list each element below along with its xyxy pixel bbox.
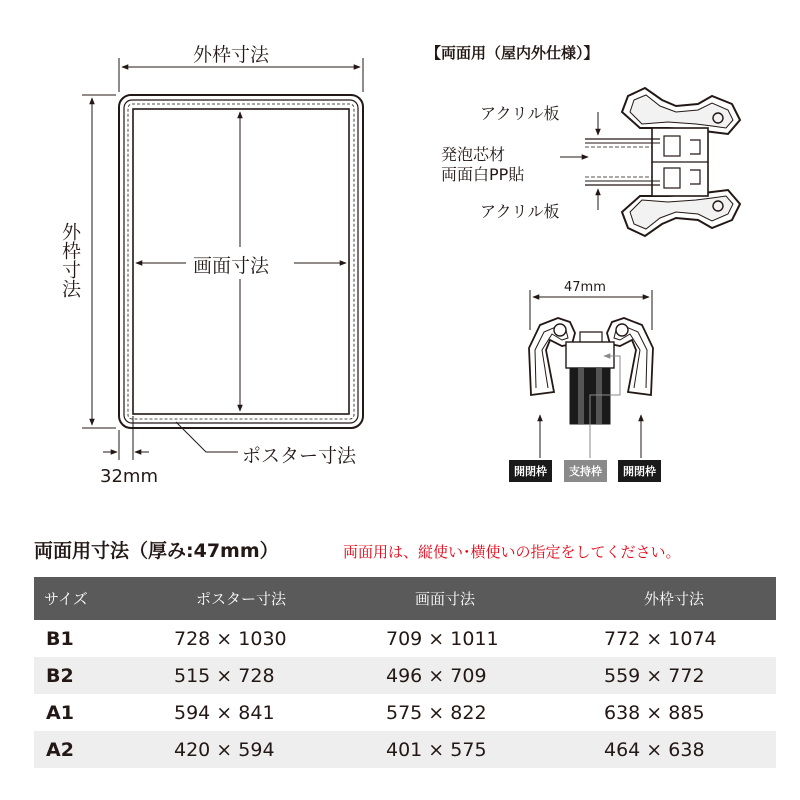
header-screen: 画面寸法 bbox=[415, 590, 476, 608]
opening-frame-tag-left: 開閉枠 bbox=[509, 460, 552, 482]
poster-cell: 515 × 728 bbox=[174, 664, 275, 687]
opening-frame-tag-right: 開閉枠 bbox=[618, 460, 661, 482]
poster-cell: 594 × 841 bbox=[174, 701, 275, 724]
poster-size-label: ポスター寸法 bbox=[242, 445, 357, 467]
outer-cell: 464 × 638 bbox=[604, 738, 705, 761]
orientation-note: 両面用は、縦使い･横使いの指定をしてください。 bbox=[343, 543, 681, 561]
header-poster: ポスター寸法 bbox=[196, 590, 287, 608]
outer-cell: 638 × 885 bbox=[604, 701, 705, 724]
acrylic-top-label: アクリル板 bbox=[480, 104, 560, 123]
support-frame-tag: 支持枠 bbox=[564, 460, 607, 482]
outer-cell: 772 × 1074 bbox=[604, 627, 717, 650]
size-cell: A2 bbox=[46, 738, 74, 761]
outer-width-label: 外枠寸法 bbox=[193, 44, 270, 66]
pp-sheet-label: 両面白PP貼 bbox=[441, 165, 525, 184]
size-cell: B1 bbox=[46, 627, 74, 650]
frame-width-label: 32mm bbox=[100, 466, 158, 487]
header-outer: 外枠寸法 bbox=[644, 590, 705, 608]
table-row bbox=[34, 620, 776, 657]
table-title: 両面用寸法（厚み:47mm） bbox=[34, 540, 279, 562]
foam-core-label: 発泡芯材 bbox=[441, 145, 506, 164]
screen-cell: 709 × 1011 bbox=[386, 627, 499, 650]
size-table bbox=[34, 577, 776, 768]
outer-height-label: 外枠寸法 bbox=[59, 222, 81, 298]
acrylic-bottom-label: アクリル板 bbox=[480, 202, 560, 221]
poster-cell: 420 × 594 bbox=[174, 738, 275, 761]
screen-cell: 575 × 822 bbox=[386, 701, 487, 724]
poster-cell: 728 × 1030 bbox=[174, 627, 287, 650]
size-cell: B2 bbox=[46, 664, 74, 687]
header-size: サイズ bbox=[44, 590, 88, 608]
section-title: 【両面用（屋内外仕様）】 bbox=[426, 44, 599, 62]
table-row bbox=[34, 657, 776, 694]
thickness-section-drawing bbox=[529, 290, 653, 458]
table-row bbox=[34, 731, 776, 768]
screen-cell: 496 × 709 bbox=[386, 664, 487, 687]
size-cell: A1 bbox=[46, 701, 74, 724]
thickness-width-label: 47mm bbox=[564, 280, 606, 295]
table-row bbox=[34, 694, 776, 731]
screen-cell: 401 × 575 bbox=[386, 738, 487, 761]
table-header-row bbox=[34, 577, 776, 620]
outer-cell: 559 × 772 bbox=[604, 664, 705, 687]
screen-size-label: 画面寸法 bbox=[193, 251, 269, 278]
cross-section-drawing bbox=[560, 88, 740, 236]
